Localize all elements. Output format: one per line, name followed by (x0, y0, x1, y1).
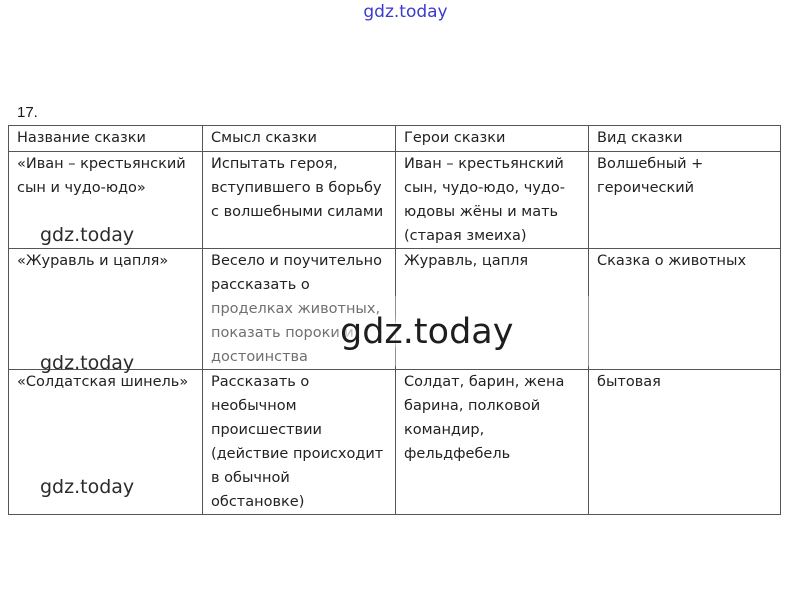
table-header-row (9, 126, 781, 152)
cell-type: Сказка о животных (589, 249, 781, 370)
cell-title: «Иван – крестьянский сын и чудо-юдо» (9, 152, 203, 249)
cell-meaning: Весело и поучительно рассказать о проделках животных, показать пороки и достоинства (203, 249, 396, 370)
task-number: 17. (17, 104, 38, 121)
cell-type: бытовая (589, 370, 781, 515)
header-title: Название сказки (9, 126, 203, 152)
top-watermark: gdz.today (363, 2, 448, 22)
left-watermark-2: gdz.today (40, 352, 135, 374)
left-watermark-1: gdz.today (40, 224, 135, 246)
cell-type: Волшебный + героический (589, 152, 781, 249)
cell-title: «Журавль и цапля» (9, 249, 203, 370)
header-heroes: Герои сказки (396, 126, 589, 152)
cell-heroes: Иван – крестьянский сын, чудо-юдо, чудо-юдовы жёны и мать (старая змеиха) (396, 152, 589, 249)
header-meaning: Смысл сказки (203, 126, 396, 152)
cell-title: «Солдатская шинель» (9, 370, 203, 515)
cell-heroes: Журавль, цапля (396, 249, 589, 370)
cell-meaning: Рассказать о необычном происшествии (действие происходит в обычной обстановке) (203, 370, 396, 515)
cell-heroes: Солдат, барин, жена барина, полковой командир, фельдфебель (396, 370, 589, 515)
left-watermark-3: gdz.today (40, 476, 135, 498)
center-watermark: gdz.today (340, 312, 514, 352)
cell-meaning: Испытать героя, вступившего в борьбу с волшебными силами (203, 152, 396, 249)
header-type: Вид сказки (589, 126, 781, 152)
